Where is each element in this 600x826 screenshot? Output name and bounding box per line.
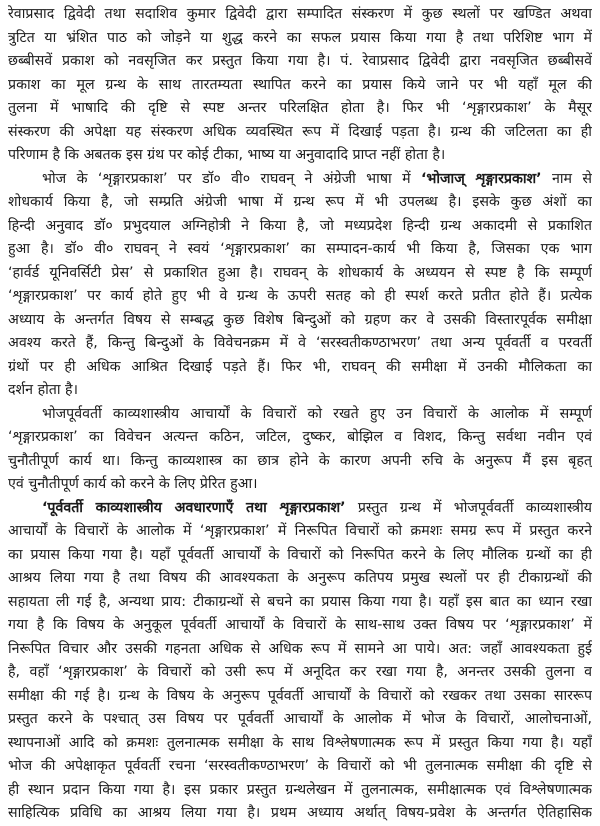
text-line: ग्रंथों पर ही अधिक आश्रित दिखाई पड़ते हैं। फिर भी, राघवन् की समीक्षा में उनकी मौलिकता का (8, 358, 592, 375)
text-line: शोधकार्य किया है, जो सम्प्रति अंग्रेजी भाषा में ग्रन्थ रूप में भी उपलब्ध है। इसके कुछ अंशों का (8, 194, 592, 210)
text-line: ही स्थान प्रदान किया गया है। इस प्रकार प्रस्तुत ग्रन्थलेखन में तुलनात्मक, समीक्षात्मक एवं विश्लेषणात्मक (8, 781, 592, 798)
bold-title: ‘भोजाज् शृङ्गारप्रकाश’ (420, 170, 542, 187)
text-line: आचार्यों के विचारों के आलोक में ‘शृङ्गारप्रकाश’ में निरूपित विचारों को क्रमशः समग्र रूप में प्रस्तुत करने (8, 523, 592, 539)
text-line: आश्रय लिया गया है तथा विषय की आवश्यकता के अनुरूप कतिपय प्रमुख स्थलों पर ही टीकाग्रन्थों की (8, 570, 592, 586)
text-line: ‘शृङ्गारप्रकाश’ पर कार्य होते हुए भी वे ग्रन्थ के ऊपरी सतह को ही स्पर्श करते प्रतीत होते हैं। प्रत्येक (8, 288, 592, 304)
text-line: गया है कि विषय के अनुकूल पूर्ववर्ती आचार्यों के विचारों के साथ-साथ उक्त विषय पर ‘शृङ्गारप्रकाश’ में (8, 617, 592, 633)
paragraph (8, 403, 592, 497)
text-line: दर्शन होता है। (8, 382, 78, 398)
text-line: प्रकाश का मूल ग्रन्थ के साथ तारतम्यता स्थापित करने का प्रयास किये जाने पर भी यहाँ मूल की (8, 76, 592, 93)
paragraph (8, 168, 592, 403)
text-line: त्रुटित या भ्रंशित पाठ को जोड़ने या शुद्ध करने का सफल प्रयास किया गया है तथा परिशिष्ट भाग में (8, 29, 592, 46)
text-line: ‘हार्वर्ड यूनिवर्सिटी प्रेस’ से प्रकाशित हुआ है। राघवन् के शोधकार्य के अध्ययन से स्पष्ट है कि सम्पूर्ण (8, 264, 592, 281)
text-line: का प्रयास किया गया है। यहाँ पूर्ववर्ती आचार्यों के विचारों को निरूपित करने के लिए मौलिक ग्रन्थों का ही (8, 546, 592, 563)
line-segment: प्रस्तुत ग्रन्थ में भोजपूर्ववर्ती काव्यशास्त्रीय (345, 499, 592, 516)
text-line: ‘शृङ्गारप्रकाश’ का विवेचन अत्यन्त कठिन, जटिल, दुष्कर, बोझिल व विशद, किन्तु सर्वथा नवीन एवं (8, 429, 592, 445)
line-segment: नाम से (541, 170, 592, 187)
text-line: सहायता ली गई है, अन्यथा प्राय: टीकाग्रन्थों से बचने का प्रयास किया गया है। यहाँ इस बात का ध्यान रखा (8, 593, 592, 610)
text-line: भोजपूर्ववर्ती काव्यशास्त्रीय आचार्यों के विचारों को रखते हुए उन विचारों के आलोक में सम्पूर्ण (42, 405, 592, 422)
line-segment: भोज के ‘शृङ्गारप्रकाश’ पर डॉ० वी० राघवन् ने अंग्रेजी भाषा में (42, 170, 421, 187)
text-line: समीक्षा की गई है। ग्रन्थ के विषय के अनुरूप पूर्ववर्ती आचार्यों के विचारों को रखकर तथा उसका साररूप (8, 687, 592, 704)
text-line: अवश्य करते हैं, किन्तु बिन्दुओं के विवेचनक्रम में वे ‘सरस्वतीकण्ठाभरण’ तथा अन्य पूर्ववर्ती व परवर्ती (8, 335, 592, 351)
text-line: हुआ है। डॉ० वी० राघवन् ने स्वयं ‘शृङ्गारप्रकाश’ का सम्पादन-कार्य भी किया है, जिसका एक भाग (8, 241, 592, 257)
text-line: निरूपित विचार और उसकी गहनता अधिक से अधिक रूप में सामने आ पाये। अत: जहाँ आवश्यकता हुई (8, 640, 592, 657)
bold-title: ‘पूर्ववर्ती काव्यशास्त्रीय अवधारणाएँ तथा शृङ्गारप्रकाश’ (42, 499, 346, 516)
text-line: परिणाम है कि अबतक इस ग्रंथ पर कोई टीका, भाष्य या अनुवादादि प्राप्त नहीं होता है। (8, 147, 446, 163)
text-line: स्थापनाओं आदि को क्रमशः तुलनात्मक समीक्षा के साथ विश्लेषणात्मक रूप में प्रस्तुत किया गया है। यहाँ (8, 734, 592, 751)
text-line: संस्करण की अपेक्षा यह संस्करण अधिक व्यवस्थित रूप में दिखाई पड़ता है। ग्रन्थ की जटिलता का ही (8, 123, 592, 140)
paragraph (8, 497, 592, 826)
text-line (8, 168, 592, 192)
text-line (8, 497, 592, 521)
text-line: तुलना में भाषादि की दृष्टि से स्पष्ट अन्तर परिलक्षित होता है। फिर भी ‘शृङ्गारप्रकाश’ के मैसूर (8, 100, 592, 116)
text-line: भोज की अपेक्षाकृत पूर्ववर्ती रचना ‘सरस्वतीकण्ठाभरण’ के विचारों को भी तुलनात्मक समीक्षा की दृष्टि से (8, 758, 592, 774)
text-line: छब्बीसवें प्रकाश को नवसृजित कर प्रस्तुत किया गया है। पं. रेवाप्रसाद द्विवेदी द्वारा नवसृजित छब्बीसवें (8, 53, 592, 69)
text-line: रेवाप्रसाद द्विवेदी तथा सदाशिव कुमार द्विवेदी द्वारा सम्पादित संस्करण में कुछ स्थलों पर खण्डित अथवा (8, 6, 592, 22)
text-line: साहित्यिक प्रविधि का आश्रय लिया गया है। प्रथम अध्याय अर्थात् विषय-प्रवेश के अन्तर्गत ऐतिहासिक (8, 805, 592, 821)
text-line: एवं चुनौतीपूर्ण कार्य को करने के लिए प्रेरित हुआ। (8, 476, 258, 492)
paragraph (8, 3, 592, 168)
text-line: प्रस्तुत करने के पश्चात् उस विषय पर पूर्ववर्ती आचार्यों के आलोक में भोज के विचारों, आलोचनाओं, (8, 711, 592, 727)
text-line: है, वहाँ ‘शृङ्गारप्रकाश’ के विचारों को उसी रूप में अनूदित कर रखा गया है, अनन्तर उसकी तुलना व (8, 664, 592, 680)
text-line: चुनौतीपूर्ण कार्य था। किन्तु काव्यशास्त्र का छात्र होने के कारण अपनी रुचि के अनुरूप मैं इस बृहत् (8, 452, 592, 469)
text-line: हिन्दी अनुवाद डॉ० प्रभुदयाल अग्निहोत्री ने किया है, जो मध्यप्रदेश हिन्दी ग्रन्थ अकादमी से प्रकाशित (8, 217, 592, 234)
text-line: अध्याय के अन्तर्गत विषय से सम्बद्ध कुछ विशेष बिन्दुओं को ग्रहण कर वे उसकी विस्तारपूर्वक समीक्षा (8, 311, 592, 328)
